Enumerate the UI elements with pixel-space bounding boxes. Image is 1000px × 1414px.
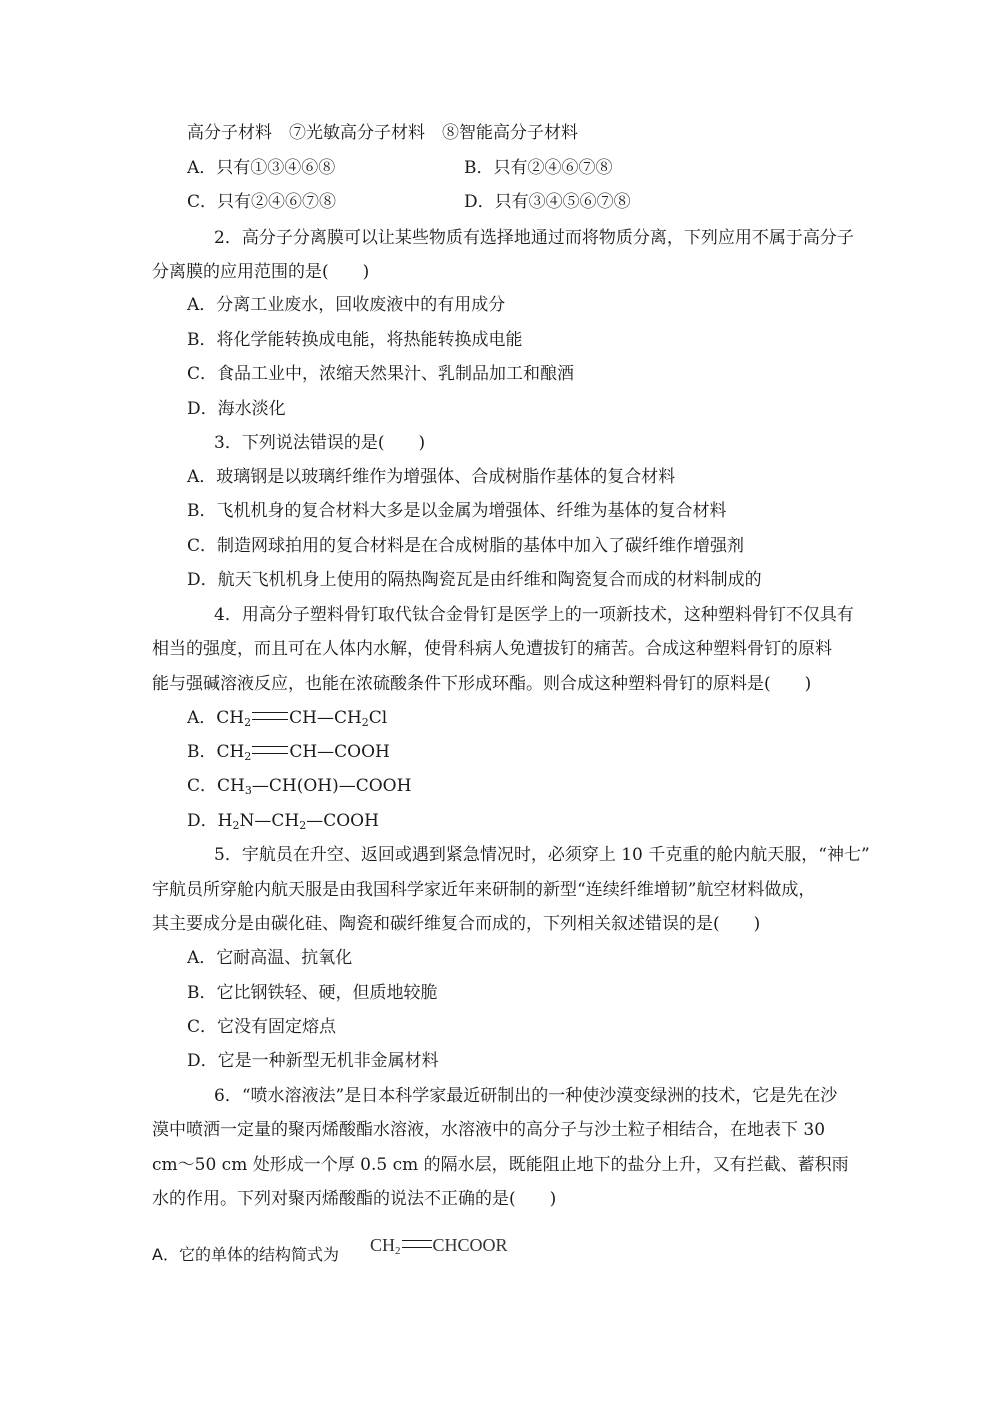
- q5-option-d: D．它是一种新型无机非金属材料: [187, 1051, 439, 1071]
- q3-option-c: C．制造网球拍用的复合材料是在合成树脂的基体中加入了碳纤维作增强剂: [187, 536, 745, 556]
- option-label: C．: [187, 776, 218, 796]
- q5-option-b: B．它比钢铁轻、硬，但质地较脆: [187, 983, 438, 1003]
- q4-option-a: A．$CH_2$ $CH—CH_2Cl$: [187, 708, 388, 729]
- q2-option-d: D．海水淡化: [187, 399, 286, 419]
- q4-option-b: B．$CH_2$ CH—COOH: [187, 742, 390, 763]
- q2-stem-line-1: 2．高分子分离膜可以让某些物质有选择地通过而将物质分离，下列应用不属于高分子: [214, 228, 854, 248]
- option-label: B．: [187, 742, 217, 762]
- q6-stem-line-2: 漠中喷洒一定量的聚丙烯酸酯水溶液，水溶液中的高分子与沙土粒子相结合，在地表下 30: [152, 1120, 826, 1140]
- q2-stem-line-2: 分离膜的应用范围的是( ): [152, 262, 370, 282]
- q2-option-c: C．食品工业中，浓缩天然果汁、乳制品加工和酿酒: [187, 364, 575, 384]
- q5-option-c: C．它没有固定熔点: [187, 1017, 337, 1037]
- double-bond-icon: [252, 712, 288, 720]
- q3-stem: 3．下列说法错误的是( ): [214, 433, 426, 453]
- q4-option-c: C．$CH_3—CH(OH)—COOH$: [187, 776, 412, 797]
- q1-option-d: D．只有③④⑤⑥⑦⑧: [464, 192, 631, 212]
- q5-option-a: A．它耐高温、抗氧化: [187, 948, 353, 968]
- q3-option-d: D．航天飞机机身上使用的隔热陶瓷瓦是由纤维和陶瓷复合而成的材料制成的: [187, 570, 762, 590]
- q6-stem-line-4: 水的作用。下列对聚丙烯酸酯的说法不正确的是( ): [152, 1189, 557, 1209]
- q3-option-a: A．玻璃钢是以玻璃纤维作为增强体、合成树脂作基体的复合材料: [187, 467, 676, 487]
- q6-stem-line-1: 6．“喷水溶液法”是日本科学家最近研制出的一种使沙漠变绿洲的技术，它是先在沙: [214, 1086, 838, 1106]
- q4-option-d: D．$H_2N—CH_2—COOH$: [187, 811, 379, 832]
- q4-stem-line-2: 相当的强度，而且可在人体内水解，使骨科病人免遭拔钉的痛苦。合成这种塑料骨钉的原料: [152, 639, 832, 659]
- q2-option-a: A．分离工业废水，回收废液中的有用成分: [187, 295, 506, 315]
- q5-stem-line-1: 5．宇航员在升空、返回或遇到紧急情况时，必须穿上 10 千克重的舱内航天服，“神七”: [214, 845, 870, 865]
- q4-stem-line-1: 4．用高分子塑料骨钉取代钛合金骨钉是医学上的一项新技术，这种塑料骨钉不仅具有: [214, 605, 854, 625]
- q5-stem-line-3: 其主要成分是由碳化硅、陶瓷和碳纤维复合而成的，下列相关叙述错误的是( ): [152, 914, 761, 934]
- q6-option-a-label: A．它的单体的结构简式为: [152, 1245, 339, 1264]
- q1-option-c: C．只有②④⑥⑦⑧: [187, 192, 337, 212]
- q4-stem-line-3: 能与强碱溶液反应，也能在浓硫酸条件下形成环酯。则合成这种塑料骨钉的原料是( ): [152, 674, 812, 694]
- q3-option-b: B．飞机机身的复合材料大多是以金属为增强体、纤维为基体的复合材料: [187, 501, 727, 521]
- q2-option-b: B．将化学能转换成电能，将热能转换成电能: [187, 330, 523, 350]
- q6-stem-line-3: cm～50 cm 处形成一个厚 0.5 cm 的隔水层，既能阻止地下的盐分上升，又有拦截、蓄积雨: [152, 1155, 849, 1175]
- option-label: D．: [187, 811, 218, 831]
- q1-continuation-line: 高分子材料 ⑦光敏高分子材料 ⑧智能高分子材料: [187, 123, 578, 143]
- option-label: A．: [187, 708, 217, 728]
- q1-option-a: A．只有①③④⑥⑧: [187, 158, 336, 178]
- double-bond-icon: [252, 746, 288, 754]
- q5-stem-line-2: 宇航员所穿舱内航天服是由我国科学家近年来研制的新型“连续纤维增韧”航空材料做成，: [152, 880, 816, 900]
- double-bond-icon: [402, 1240, 432, 1248]
- q6-option-a-formula: $CH_2$ CHCOOR: [370, 1235, 508, 1257]
- q1-option-b: B．只有②④⑥⑦⑧: [464, 158, 613, 178]
